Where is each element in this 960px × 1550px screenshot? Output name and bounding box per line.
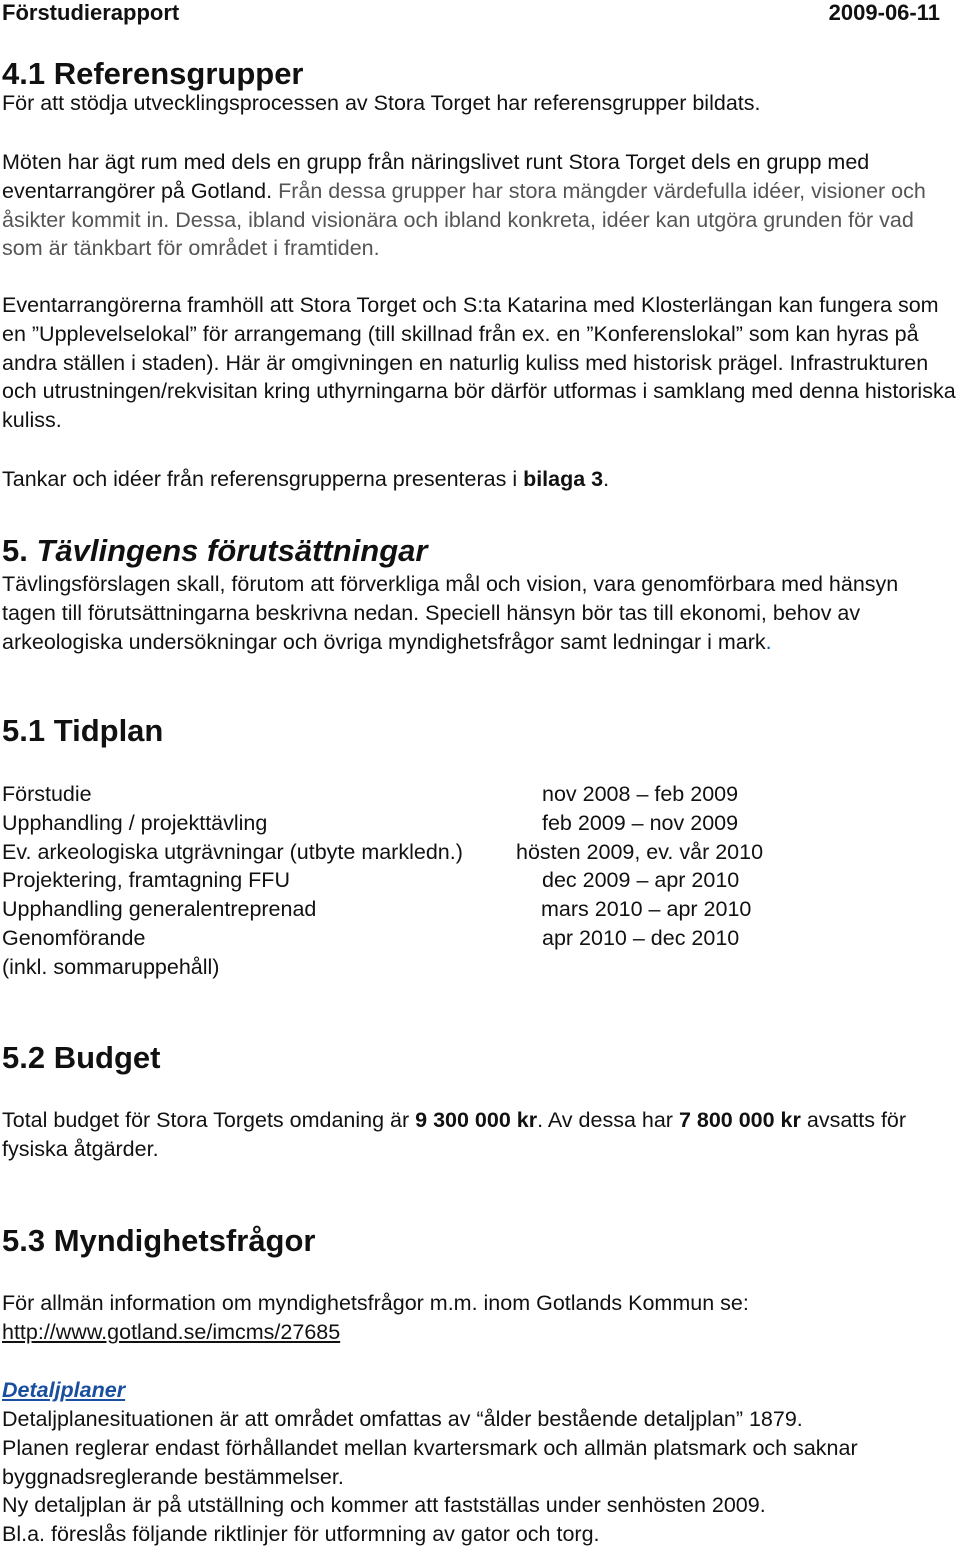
schedule-row (2, 809, 902, 838)
header-date: 2009-06-11 (828, 0, 940, 25)
detail-plans-line-2: Planen reglerar endast förhållandet mellan kvartersmark och allmän platsmark och saknar byggnadsreglerande bestämmelser. (2, 1436, 858, 1489)
section-5-number: 5. (2, 533, 37, 568)
section-5-1-heading: 5.1 Tidplan (2, 713, 164, 748)
detail-plans-line-4: Bl.a. föreslås följande riktlinjer för utformning av gator och torg. (2, 1522, 600, 1546)
schedule-row (2, 838, 902, 867)
detail-plans-subheading: Detaljplaner (2, 1378, 126, 1402)
schedule-phase: Upphandling / projekttävling (2, 811, 268, 835)
schedule-row (2, 953, 902, 982)
appendix-ref-text: Tankar och idéer från referensgrupperna presenteras i (2, 467, 524, 491)
section-5-3-heading: 5.3 Myndighetsfrågor (2, 1223, 316, 1258)
schedule-period: feb 2009 – nov 2009 (542, 811, 739, 835)
section-5-period: . (765, 629, 772, 654)
section-4-1-intro: För att stödja utvecklingsprocessen av Stora Torget har referensgrupper bildats. (2, 91, 761, 115)
schedule-period: apr 2010 – dec 2010 (542, 926, 740, 950)
schedule-row (2, 924, 902, 953)
detail-plans-line-3: Ny detaljplan är på utställning och kommer att fastställas under senhösten 2009. (2, 1493, 766, 1517)
appendix-ref-bilaga: bilaga 3 (523, 467, 604, 491)
authority-link-line (2, 1318, 957, 1347)
appendix-ref-period: . (603, 467, 610, 491)
schedule-period: nov 2008 – feb 2009 (542, 782, 739, 806)
section-5-heading (2, 533, 427, 569)
section-5-text: Tävlingsförslagen skall, förutom att förverkliga mål och vision, vara genomförbara med hänsyn tagen till förutsättningarna beskrivna nedan. Speciell hänsyn bör tas till ekonomi, behov av arkeologiska undersökningar och övriga myndighetsfrågor samt ledningar i mark (2, 572, 899, 654)
section-5-paragraph (2, 570, 957, 656)
schedule-phase: Ev. arkeologiska utgrävningar (utbyte markledn.) (2, 840, 463, 864)
schedule-period: dec 2009 – apr 2010 (542, 868, 740, 892)
budget-text-1: Total budget för Stora Torgets omdaning är (2, 1108, 416, 1132)
section-4-1-heading: 4.1 Referensgrupper (2, 56, 304, 91)
section-5-title: Tävlingens förutsättningar (36, 533, 428, 568)
schedule-row (2, 866, 902, 895)
schedule-phase: Upphandling generalentreprenad (2, 897, 317, 921)
section-5-2-heading: 5.2 Budget (2, 1040, 161, 1075)
schedule-phase: Projektering, framtagning FFU (2, 868, 290, 892)
budget-text-2: . Av dessa har (537, 1108, 679, 1132)
gotland-link[interactable]: http://www.gotland.se/imcms/27685 (2, 1320, 341, 1344)
ideas-text: Från dessa grupper har stora mängder värdefulla idéer, visioner och åsikter kommit in. Dessa, ibland visionära och ibland konkreta, idéer kan utgöra grunden för vad som är tänkbart för området i framtiden. (2, 178, 926, 261)
budget-paragraph (2, 1106, 957, 1164)
meetings-text: Möten har ägt rum med dels en grupp från näringslivet runt Stora Torget dels en grupp med eventarrangörer på Gotland. (2, 150, 870, 203)
schedule-row (2, 895, 902, 924)
section-4-1-paragraph-meetings (2, 148, 957, 263)
schedule-period: hösten 2009, ev. vår 2010 (516, 840, 764, 864)
detail-plans-line-1: Detaljplanesituationen är att området omfattas av “ålder bestående detaljplan” 1879. (2, 1407, 803, 1431)
section-4-1-paragraph-events: Eventarrangörerna framhöll att Stora Torget och S:ta Katarina med Klosterlängan kan fungera som en ”Upplevelselokal” för arrangemang (till skillnad från ex. en ”Konferenslokal” som kan hyras på andra ställen i staden). Här är omgivningen en naturlig kuliss med historisk prägel. Infrastrukturen och utrustningen/rekvisitan kring uthyrningarna bör därför utformas i samklang med denna historiska kuliss. (2, 293, 956, 433)
schedule-phase: (inkl. sommaruppehåll) (2, 955, 220, 979)
authority-info: För allmän information om myndighetsfrågor m.m. inom Gotlands Kommun se: (2, 1291, 749, 1315)
header-title: Förstudierapport (2, 0, 180, 25)
budget-physical-amount: 7 800 000 kr (678, 1108, 801, 1132)
section-4-1-appendix-ref (2, 465, 957, 494)
schedule-period: mars 2010 – apr 2010 (541, 897, 752, 921)
schedule-phase: Genomförande (2, 926, 146, 950)
budget-text-3: avsatts för fysiska åtgärder. (2, 1108, 907, 1161)
budget-total-amount: 9 300 000 kr (415, 1108, 538, 1132)
schedule-phase: Förstudie (2, 782, 92, 806)
schedule-row (2, 780, 902, 809)
